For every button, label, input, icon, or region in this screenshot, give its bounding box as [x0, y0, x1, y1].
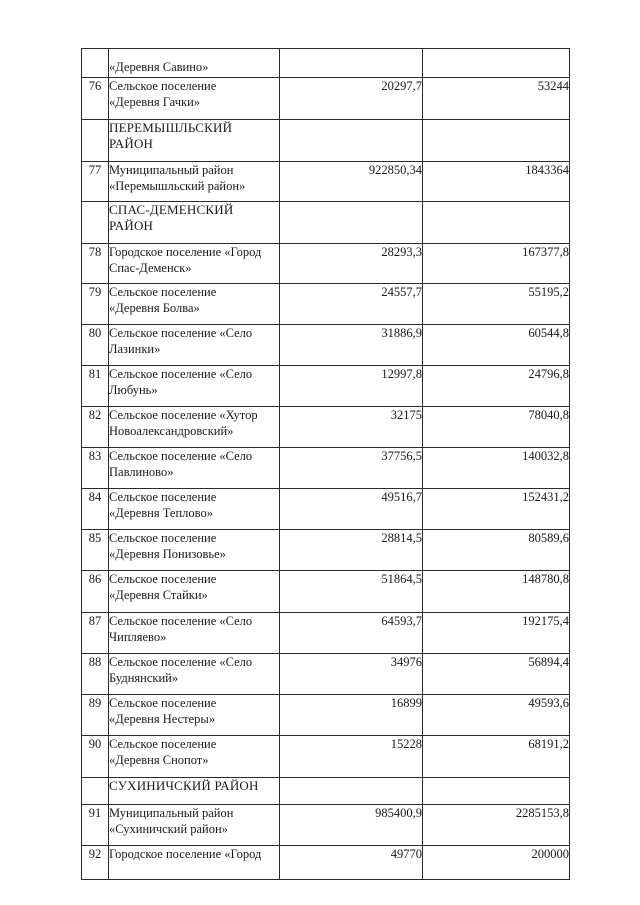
- value-b-cell: 192175,4: [423, 613, 570, 654]
- settlements-table: [81, 48, 570, 880]
- value-a-cell: 49516,7: [280, 489, 423, 530]
- value-b-cell: 1843364: [423, 162, 570, 202]
- settlement-name-cell: Сельское поселение «Село Павлиново»: [109, 448, 280, 489]
- settlement-name-cell: Городское поселение «Город Спас-Деменск»: [109, 244, 280, 284]
- value-b-cell: 140032,8: [423, 448, 570, 489]
- table-row: [82, 846, 570, 880]
- row-number-cell: 92: [82, 846, 109, 880]
- table-row: [82, 805, 570, 846]
- settlement-name-cell: Сельское поселение «Деревня Понизовье»: [109, 530, 280, 571]
- settlement-name-cell: Сельское поселение «Деревня Гачки»: [109, 78, 280, 120]
- value-a-cell: 15228: [280, 736, 423, 778]
- row-number-cell: [82, 49, 109, 78]
- value-b-cell: 60544,8: [423, 325, 570, 366]
- settlement-name-cell: Сельское поселение «Деревня Снопот»: [109, 736, 280, 778]
- value-a-cell: [280, 49, 423, 78]
- value-a-cell: 20297,7: [280, 78, 423, 120]
- settlement-name-cell: Сельское поселение «Село Любунь»: [109, 366, 280, 407]
- table-row: [82, 695, 570, 736]
- value-a-cell: 24557,7: [280, 284, 423, 325]
- settlement-name-cell: ПЕРЕМЫШЛЬСКИЙ РАЙОН: [109, 120, 280, 162]
- value-a-cell: 34976: [280, 654, 423, 695]
- settlement-name-cell: СПАС-ДЕМЕНСКИЙ РАЙОН: [109, 202, 280, 244]
- row-number-cell: 90: [82, 736, 109, 778]
- table-row: [82, 49, 570, 78]
- table-row: [82, 489, 570, 530]
- table-row: [82, 448, 570, 489]
- row-number-cell: 84: [82, 489, 109, 530]
- settlement-name-cell: Сельское поселение «Деревня Теплово»: [109, 489, 280, 530]
- settlement-name-cell: «Деревня Савино»: [109, 49, 280, 78]
- value-a-cell: [280, 202, 423, 244]
- settlement-name-cell: Сельское поселение «Деревня Болва»: [109, 284, 280, 325]
- settlement-name-cell: Сельское поселение «Село Чипляево»: [109, 613, 280, 654]
- value-a-cell: 32175: [280, 407, 423, 448]
- table-row: [82, 654, 570, 695]
- settlement-name-cell: Городское поселение «Город: [109, 846, 280, 880]
- settlement-name-cell: Муниципальный район «Сухиничский район»: [109, 805, 280, 846]
- value-b-cell: 68191,2: [423, 736, 570, 778]
- value-a-cell: 37756,5: [280, 448, 423, 489]
- row-number-cell: 86: [82, 571, 109, 613]
- table-row: [82, 571, 570, 613]
- value-a-cell: 985400,9: [280, 805, 423, 846]
- value-b-cell: 24796,8: [423, 366, 570, 407]
- value-a-cell: [280, 120, 423, 162]
- value-a-cell: 64593,7: [280, 613, 423, 654]
- table-row: [82, 530, 570, 571]
- value-a-cell: 28293,3: [280, 244, 423, 284]
- value-b-cell: 49593,6: [423, 695, 570, 736]
- value-b-cell: 56894,4: [423, 654, 570, 695]
- row-number-cell: [82, 120, 109, 162]
- value-b-cell: 167377,8: [423, 244, 570, 284]
- row-number-cell: [82, 202, 109, 244]
- row-number-cell: 77: [82, 162, 109, 202]
- settlement-name-cell: Сельское поселение «Село Лазинки»: [109, 325, 280, 366]
- row-number-cell: 79: [82, 284, 109, 325]
- row-number-cell: 88: [82, 654, 109, 695]
- value-a-cell: [280, 778, 423, 805]
- value-b-cell: [423, 202, 570, 244]
- settlement-name-cell: Сельское поселение «Село Буднянский»: [109, 654, 280, 695]
- table-row: [82, 244, 570, 284]
- value-b-cell: 148780,8: [423, 571, 570, 613]
- value-a-cell: 922850,34: [280, 162, 423, 202]
- row-number-cell: 76: [82, 78, 109, 120]
- value-b-cell: 80589,6: [423, 530, 570, 571]
- row-number-cell: 80: [82, 325, 109, 366]
- district-header-row: [82, 202, 570, 244]
- settlement-name-cell: Сельское поселение «Хутор Новоалександровский»: [109, 407, 280, 448]
- value-a-cell: 49770: [280, 846, 423, 880]
- value-b-cell: 200000: [423, 846, 570, 880]
- table-body: [82, 49, 570, 880]
- table-row: [82, 366, 570, 407]
- value-b-cell: 2285153,8: [423, 805, 570, 846]
- value-b-cell: 55195,2: [423, 284, 570, 325]
- row-number-cell: 91: [82, 805, 109, 846]
- value-b-cell: [423, 778, 570, 805]
- value-a-cell: 28814,5: [280, 530, 423, 571]
- value-a-cell: 12997,8: [280, 366, 423, 407]
- row-number-cell: 78: [82, 244, 109, 284]
- settlement-name-cell: Муниципальный район «Перемышльский район»: [109, 162, 280, 202]
- value-a-cell: 16899: [280, 695, 423, 736]
- value-a-cell: 31886,9: [280, 325, 423, 366]
- district-header-row: [82, 778, 570, 805]
- settlement-name-cell: Сельское поселение «Деревня Стайки»: [109, 571, 280, 613]
- table-row: [82, 284, 570, 325]
- row-number-cell: 89: [82, 695, 109, 736]
- value-a-cell: 51864,5: [280, 571, 423, 613]
- table-row: [82, 736, 570, 778]
- row-number-cell: 83: [82, 448, 109, 489]
- table-row: [82, 407, 570, 448]
- value-b-cell: 152431,2: [423, 489, 570, 530]
- row-number-cell: 87: [82, 613, 109, 654]
- district-header-row: [82, 120, 570, 162]
- table-row: [82, 78, 570, 120]
- row-number-cell: [82, 778, 109, 805]
- settlement-name-cell: СУХИНИЧСКИЙ РАЙОН: [109, 778, 280, 805]
- table-row: [82, 613, 570, 654]
- row-number-cell: 81: [82, 366, 109, 407]
- row-number-cell: 85: [82, 530, 109, 571]
- settlement-name-cell: Сельское поселение «Деревня Нестеры»: [109, 695, 280, 736]
- table-row: [82, 162, 570, 202]
- value-b-cell: 78040,8: [423, 407, 570, 448]
- value-b-cell: [423, 120, 570, 162]
- row-number-cell: 82: [82, 407, 109, 448]
- value-b-cell: 53244: [423, 78, 570, 120]
- value-b-cell: [423, 49, 570, 78]
- table-row: [82, 325, 570, 366]
